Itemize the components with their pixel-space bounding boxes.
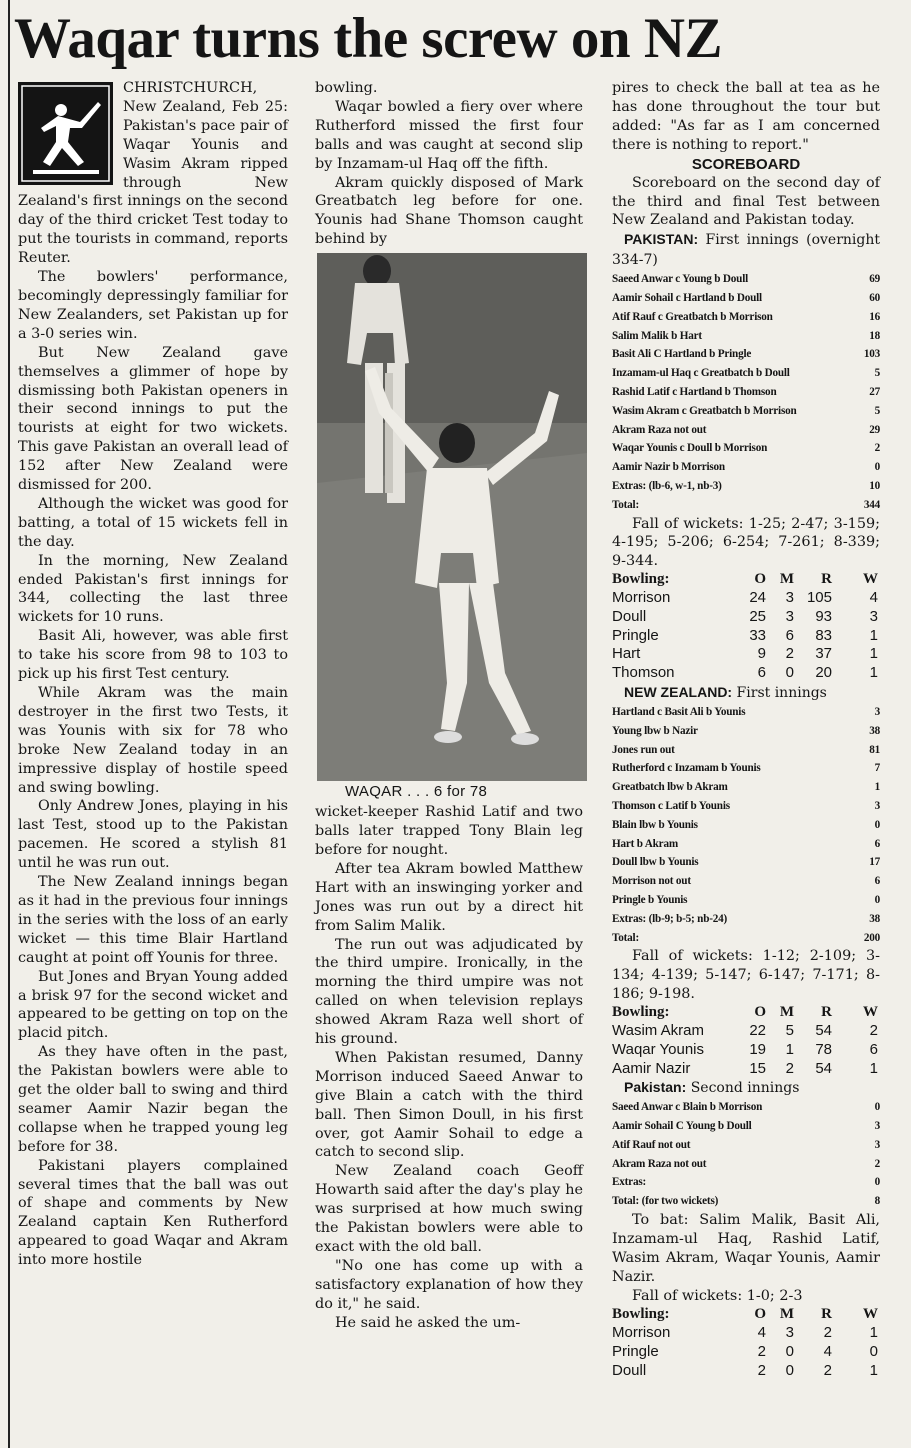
bowling-row: [612, 1362, 880, 1381]
runs: 18: [869, 329, 880, 342]
bowler-name: Hart: [612, 645, 641, 663]
maidens: 3: [785, 607, 794, 625]
overs: 6: [757, 664, 766, 682]
runs: 17: [869, 856, 880, 869]
runs: 0: [874, 818, 880, 831]
batsman-dismissal: Hart b Akram: [612, 837, 678, 850]
maidens-header: M: [779, 1004, 794, 1021]
runs: 3: [874, 1138, 880, 1151]
runs-header: R: [821, 571, 832, 588]
batsman-dismissal: Salim Malik b Hart: [612, 329, 702, 342]
maidens: 3: [785, 1324, 794, 1342]
pakistan-second-innings-bowling: [612, 1305, 880, 1380]
runs: 16: [869, 310, 880, 323]
batsman-dismissal: Basit Ali C Hartland b Pringle: [612, 348, 752, 361]
batsman-dismissal: Total:: [612, 498, 639, 511]
column-2-top-text: [315, 79, 583, 249]
bowling-row: [612, 608, 880, 627]
batsman-dismissal: Waqar Younis c Doull b Morrison: [612, 442, 768, 455]
bowler-name: Pringle: [612, 626, 659, 644]
runs: 7: [874, 762, 880, 775]
runs-header: R: [821, 1004, 832, 1021]
overs: 33: [749, 626, 766, 644]
batsman-dismissal: Rashid Latif c Hartland b Thomson: [612, 385, 777, 398]
to-bat-list: To bat: Salim Malik, Basit Ali, Inzamam-ul Haq, Rashid Latif, Wasim Akram, Waqar Younis, Aamir Nazir.: [612, 1212, 880, 1285]
batsman-dismissal: Greatbatch lbw b Akram: [612, 781, 728, 794]
batting-row: [612, 458, 880, 477]
article-column-2: [315, 79, 583, 1333]
overs: 2: [757, 1342, 766, 1360]
bowling-row: [612, 589, 880, 608]
batting-row: [612, 439, 880, 458]
bowling-label: Bowling:: [612, 571, 670, 588]
runs-conceded: 105: [806, 589, 832, 607]
batsman-dismissal: Saeed Anwar c Blain b Morrison: [612, 1101, 763, 1114]
runs: 200: [863, 931, 880, 944]
article-paragraph: As they have often in the past, the Pakistan bowlers were able to get the older ball to swing and third seamer Aamir Nazir began the collapse when he trapped young leg before for 38.: [18, 1044, 288, 1155]
article-paragraph: "No one has come up with a satisfactory explanation of how they do it," he said.: [315, 1257, 583, 1312]
batting-row: [612, 872, 880, 891]
batting-row: [612, 421, 880, 440]
scoreboard-intro: Scoreboard on the second day of the third and final Test between New Zealand and Pakistan today.: [612, 174, 880, 229]
overs: 9: [757, 645, 766, 663]
overs: 24: [749, 589, 766, 607]
runs: 5: [874, 367, 880, 380]
runs: 10: [869, 479, 880, 492]
maidens-header: M: [779, 571, 794, 588]
batsman-dismissal: Rutherford c Inzamam b Younis: [612, 762, 761, 775]
batting-row: [612, 759, 880, 778]
cricket-logo-icon: [18, 82, 113, 185]
maidens: 2: [785, 1059, 794, 1077]
new-zealand-fall-of-wickets: Fall of wickets: 1-12; 2-109; 3-134; 4-139; 5-147; 6-147; 7-171; 8-186; 9-198.: [612, 948, 880, 1002]
pakistan-first-innings-bowling: [612, 570, 880, 683]
batting-row: [612, 891, 880, 910]
overs-header: O: [754, 1306, 766, 1323]
wickets-header: W: [863, 571, 878, 588]
batting-row: [612, 345, 880, 364]
batsman-dismissal: Aamir Sohail C Young b Doull: [612, 1120, 752, 1133]
batsman-dismissal: Blain lbw b Younis: [612, 818, 698, 831]
runs: 0: [874, 1101, 880, 1114]
column-rule: [8, 0, 10, 1448]
article-paragraph: But New Zealand gave themselves a glimmer of hope by dismissing both Pakistan openers in their second innings to put the tourists at eight for two wickets. This gave Pakistan an overall lead of 152 after New Zealand were dismissed for 200.: [18, 344, 288, 494]
maidens-header: M: [779, 1306, 794, 1323]
article-paragraph: He said he asked the um-: [335, 1314, 521, 1331]
wickets: 1: [869, 1361, 878, 1379]
batsman-dismissal: Atif Rauf c Greatbatch b Morrison: [612, 310, 773, 323]
wickets: 1: [869, 1324, 878, 1342]
batsman-dismissal: Akram Raza not out: [612, 423, 707, 436]
batting-row: [612, 308, 880, 327]
runs: 81: [869, 743, 880, 756]
maidens: 0: [785, 664, 794, 682]
runs-conceded: 2: [823, 1361, 832, 1379]
runs: 8: [874, 1195, 880, 1208]
new-zealand-first-innings-batting: [612, 703, 880, 947]
article-paragraph: When Pakistan resumed, Danny Morrison induced Saeed Anwar to give Blain a catch with the third ball. Then Simon Doull, in his first over, got Aamir Sohail to edge a catch to second slip.: [315, 1049, 583, 1161]
bowler-name: Doull: [612, 607, 647, 625]
wickets: 1: [869, 664, 878, 682]
runs-conceded: 37: [815, 645, 832, 663]
pakistan-second-innings-heading: Pakistan: Second innings: [624, 1079, 800, 1097]
batting-row: [612, 929, 880, 948]
batting-row: [612, 1098, 880, 1117]
maidens: 5: [785, 1021, 794, 1039]
batsman-dismissal: Inzamam-ul Haq c Greatbatch b Doull: [612, 367, 790, 380]
scoreboard-title: SCOREBOARD: [691, 155, 801, 173]
article-paragraph: New Zealand coach Geoff Howarth said after the day's play he was surprised at how much swing the Pakistan bowlers were able to exact with the old ball.: [315, 1163, 583, 1255]
runs-conceded: 20: [815, 664, 832, 682]
column-1-text: [18, 79, 288, 1270]
wickets: 2: [869, 1021, 878, 1039]
runs: 38: [869, 724, 880, 737]
column-2-bottom-text: [315, 803, 583, 1332]
overs: 4: [757, 1324, 766, 1342]
article-paragraph: In the morning, New Zealand ended Pakistan's first innings for 344, collecting the last three wickets for 10 runs.: [18, 552, 288, 626]
runs: 38: [869, 912, 880, 925]
bowling-label: Bowling:: [612, 1306, 670, 1323]
maidens: 3: [785, 589, 794, 607]
pakistan-second-innings-batting: [612, 1098, 880, 1211]
bowler-name: Wasim Akram: [612, 1021, 704, 1039]
batting-row: [612, 835, 880, 854]
bowling-row: [612, 1324, 880, 1343]
bowling-row: [612, 664, 880, 683]
runs: 2: [874, 1157, 880, 1170]
runs: 344: [863, 498, 880, 511]
photo-caption: WAQAR . . . 6 for 78: [345, 783, 488, 801]
batsman-dismissal: Pringle b Younis: [612, 893, 688, 906]
runs: 6: [874, 837, 880, 850]
runs-conceded: 93: [815, 607, 832, 625]
batsman-dismissal: Morrison not out: [612, 875, 691, 888]
batting-row: [612, 910, 880, 929]
bowling-label: Bowling:: [612, 1004, 670, 1021]
bowling-row: [612, 1041, 880, 1060]
batsman-dismissal: Extras: (lb-6, w-1, nb-3): [612, 479, 722, 492]
maidens: 2: [785, 645, 794, 663]
article-paragraph: CHRISTCHURCH, New Zealand, Feb 25: Pakistan's pace pair of Waqar Younis and Wasim Akram ripped through New Zealand's first innings on the second day of the third cricket Test today to put the tourists in command, reports Reuter.: [18, 80, 288, 267]
article-paragraph: bowling.: [315, 80, 378, 96]
overs: 2: [757, 1361, 766, 1379]
maidens: 1: [785, 1040, 794, 1058]
maidens: 0: [785, 1342, 794, 1360]
bowler-name: Aamir Nazir: [612, 1059, 691, 1077]
wickets: 0: [869, 1342, 878, 1360]
overs: 15: [749, 1059, 766, 1077]
batsman-dismissal: Total:: [612, 931, 639, 944]
bowler-name: Thomson: [612, 664, 675, 682]
batting-row: [612, 778, 880, 797]
article-paragraph: Only Andrew Jones, playing in his last Test, stood up to the Pakistan pacemen. He scored a stylish 81 until he was run out.: [18, 798, 288, 872]
runs: 3: [874, 799, 880, 812]
article-paragraph: The New Zealand innings began as it had in the previous four innings in the series with the loss of an early wicket — this time Blair Hartland caught at point off Younis for three.: [18, 874, 288, 966]
batting-row: [612, 1192, 880, 1211]
bowling-row: [612, 627, 880, 646]
bowling-header-row: [612, 1003, 880, 1022]
article-paragraph: Pakistani players complained several times that the ball was out of shape and comments by New Zealand captain Ken Rutherford appeared to goad Waqar and Akram into more hostile: [18, 1157, 288, 1269]
runs: 60: [869, 291, 880, 304]
article-paragraph: Akram quickly disposed of Mark Greatbatch leg before for one. Younis had Shane Thomson caught behind by: [315, 174, 583, 248]
new-zealand-first-innings-heading: NEW ZEALAND: First innings: [624, 684, 827, 702]
runs: 29: [869, 423, 880, 436]
batsman-dismissal: Doull lbw b Younis: [612, 856, 699, 869]
batting-row: [612, 853, 880, 872]
pakistan-first-innings-batting: [612, 270, 880, 514]
batsman-dismissal: Atif Rauf not out: [612, 1138, 691, 1151]
batsman-dismissal: Thomson c Latif b Younis: [612, 799, 730, 812]
batting-row: [612, 741, 880, 760]
runs-conceded: 4: [823, 1342, 832, 1360]
batting-row: [612, 477, 880, 496]
overs-header: O: [754, 571, 766, 588]
bowler-name: Pringle: [612, 1342, 659, 1360]
batting-row: [612, 1155, 880, 1174]
overs: 19: [749, 1040, 766, 1058]
runs-header: R: [821, 1306, 832, 1323]
bowling-row: [612, 1022, 880, 1041]
article-paragraph: The bowlers' performance, becomingly depressingly familiar for New Zealanders, set Pakistan up for a 3-0 series win.: [18, 269, 288, 342]
article-column-1: [18, 79, 288, 1270]
runs: 5: [874, 404, 880, 417]
batsman-dismissal: Total: (for two wickets): [612, 1195, 719, 1208]
batting-row: [612, 1117, 880, 1136]
batting-row: [612, 1136, 880, 1155]
batsman-dismissal: Aamir Nazir b Morrison: [612, 461, 725, 474]
article-paragraph: But Jones and Bryan Young added a brisk 97 for the second wicket and appeared to be getting on top on the placid pitch.: [18, 968, 288, 1042]
batting-row: [612, 1173, 880, 1192]
runs-conceded: 54: [815, 1059, 832, 1077]
article-column-3: [612, 79, 880, 1380]
wickets: 6: [869, 1040, 878, 1058]
batting-row: [612, 327, 880, 346]
batting-row: [612, 703, 880, 722]
overs: 22: [749, 1021, 766, 1039]
batsman-dismissal: Young lbw b Nazir: [612, 724, 698, 737]
pakistan-fall-of-wickets: Fall of wickets: 1-25; 2-47; 3-159; 4-195; 5-206; 6-254; 7-261; 8-339; 9-344.: [612, 515, 880, 569]
batsman-dismissal: Hartland c Basit Ali b Younis: [612, 705, 746, 718]
batting-row: [612, 797, 880, 816]
batting-row: [612, 289, 880, 308]
runs-conceded: 78: [815, 1040, 832, 1058]
bowling-header-row: [612, 570, 880, 589]
bowling-row: [612, 1343, 880, 1362]
wickets: 4: [869, 589, 878, 607]
waqar-photo: [317, 253, 587, 781]
batsman-dismissal: Jones run out: [612, 743, 675, 756]
runs-conceded: 54: [815, 1021, 832, 1039]
article-paragraph: Although the wicket was good for batting, a total of 15 wickets fell in the day.: [18, 495, 288, 550]
article-paragraph: wicket-keeper Rashid Latif and two balls later trapped Tony Blain leg before for nought.: [315, 804, 583, 858]
article-paragraph: Basit Ali, however, was able first to take his score from 98 to 103 to pick up his first Test century.: [18, 628, 288, 683]
batting-row: [612, 496, 880, 515]
headline: Waqar turns the screw on NZ: [14, 7, 723, 70]
runs: 3: [874, 1120, 880, 1133]
pakistan-second-fall-of-wickets: Fall of wickets: 1-0; 2-3: [632, 1287, 803, 1304]
runs: 0: [874, 893, 880, 906]
bowling-row: [612, 645, 880, 664]
batsman-dismissal: Wasim Akram c Greatbatch b Morrison: [612, 404, 797, 417]
runs: 103: [863, 348, 880, 361]
batsman-dismissal: Extras: (lb-9; b-5; nb-24): [612, 912, 728, 925]
runs: 6: [874, 875, 880, 888]
pakistan-first-innings-heading: PAKISTAN: First innings (overnight 334-7): [612, 231, 880, 269]
runs: 27: [869, 385, 880, 398]
wickets: 1: [869, 1059, 878, 1077]
maidens: 0: [785, 1361, 794, 1379]
column-3-continuation: pires to check the ball at tea as he has done throughout the tour but added: "As far as I am concerned there is nothing to report.": [612, 80, 880, 153]
runs: 69: [869, 273, 880, 286]
wickets: 1: [869, 626, 878, 644]
batting-row: [612, 383, 880, 402]
runs: 0: [874, 1176, 880, 1189]
wickets-header: W: [863, 1004, 878, 1021]
batting-row: [612, 402, 880, 421]
runs: 2: [874, 442, 880, 455]
runs: 0: [874, 461, 880, 474]
runs-conceded: 83: [815, 626, 832, 644]
maidens: 6: [785, 626, 794, 644]
article-paragraph: Waqar bowled a fiery over where Rutherford missed the first four balls and was caught at second slip by Inzamam-ul Haq off the fifth.: [315, 98, 583, 172]
batting-row: [612, 722, 880, 741]
bowler-name: Morrison: [612, 589, 671, 607]
bowler-name: Morrison: [612, 1324, 671, 1342]
runs-conceded: 2: [823, 1324, 832, 1342]
bowling-header-row: [612, 1305, 880, 1324]
batting-row: [612, 816, 880, 835]
article-paragraph: The run out was adjudicated by the third umpire. Ironically, in the morning the third umpire was not called on when television replays showed Akram Raza well short of his ground.: [315, 936, 583, 1048]
batsman-dismissal: Extras:: [612, 1176, 647, 1189]
runs: 1: [874, 781, 880, 794]
bowler-name: Doull: [612, 1361, 647, 1379]
bowling-row: [612, 1060, 880, 1079]
wickets: 1: [869, 645, 878, 663]
article-paragraph: While Akram was the main destroyer in the first two Tests, it was Younis with six for 78 who broke New Zealand today in an impressive display of hostile speed and swing bowling.: [18, 685, 288, 796]
batting-row: [612, 270, 880, 289]
batsman-dismissal: Saeed Anwar c Young b Doull: [612, 273, 749, 286]
wickets-header: W: [863, 1306, 878, 1323]
runs: 3: [874, 705, 880, 718]
overs-header: O: [754, 1004, 766, 1021]
new-zealand-first-innings-bowling: [612, 1003, 880, 1078]
overs: 25: [749, 607, 766, 625]
batsman-dismissal: Akram Raza not out: [612, 1157, 707, 1170]
wickets: 3: [869, 607, 878, 625]
bowler-name: Waqar Younis: [612, 1040, 705, 1058]
batsman-dismissal: Aamir Sohail c Hartland b Doull: [612, 291, 762, 304]
article-paragraph: After tea Akram bowled Matthew Hart with an inswinging yorker and Jones was run out by a direct hit from Salim Malik.: [315, 860, 583, 934]
batting-row: [612, 364, 880, 383]
